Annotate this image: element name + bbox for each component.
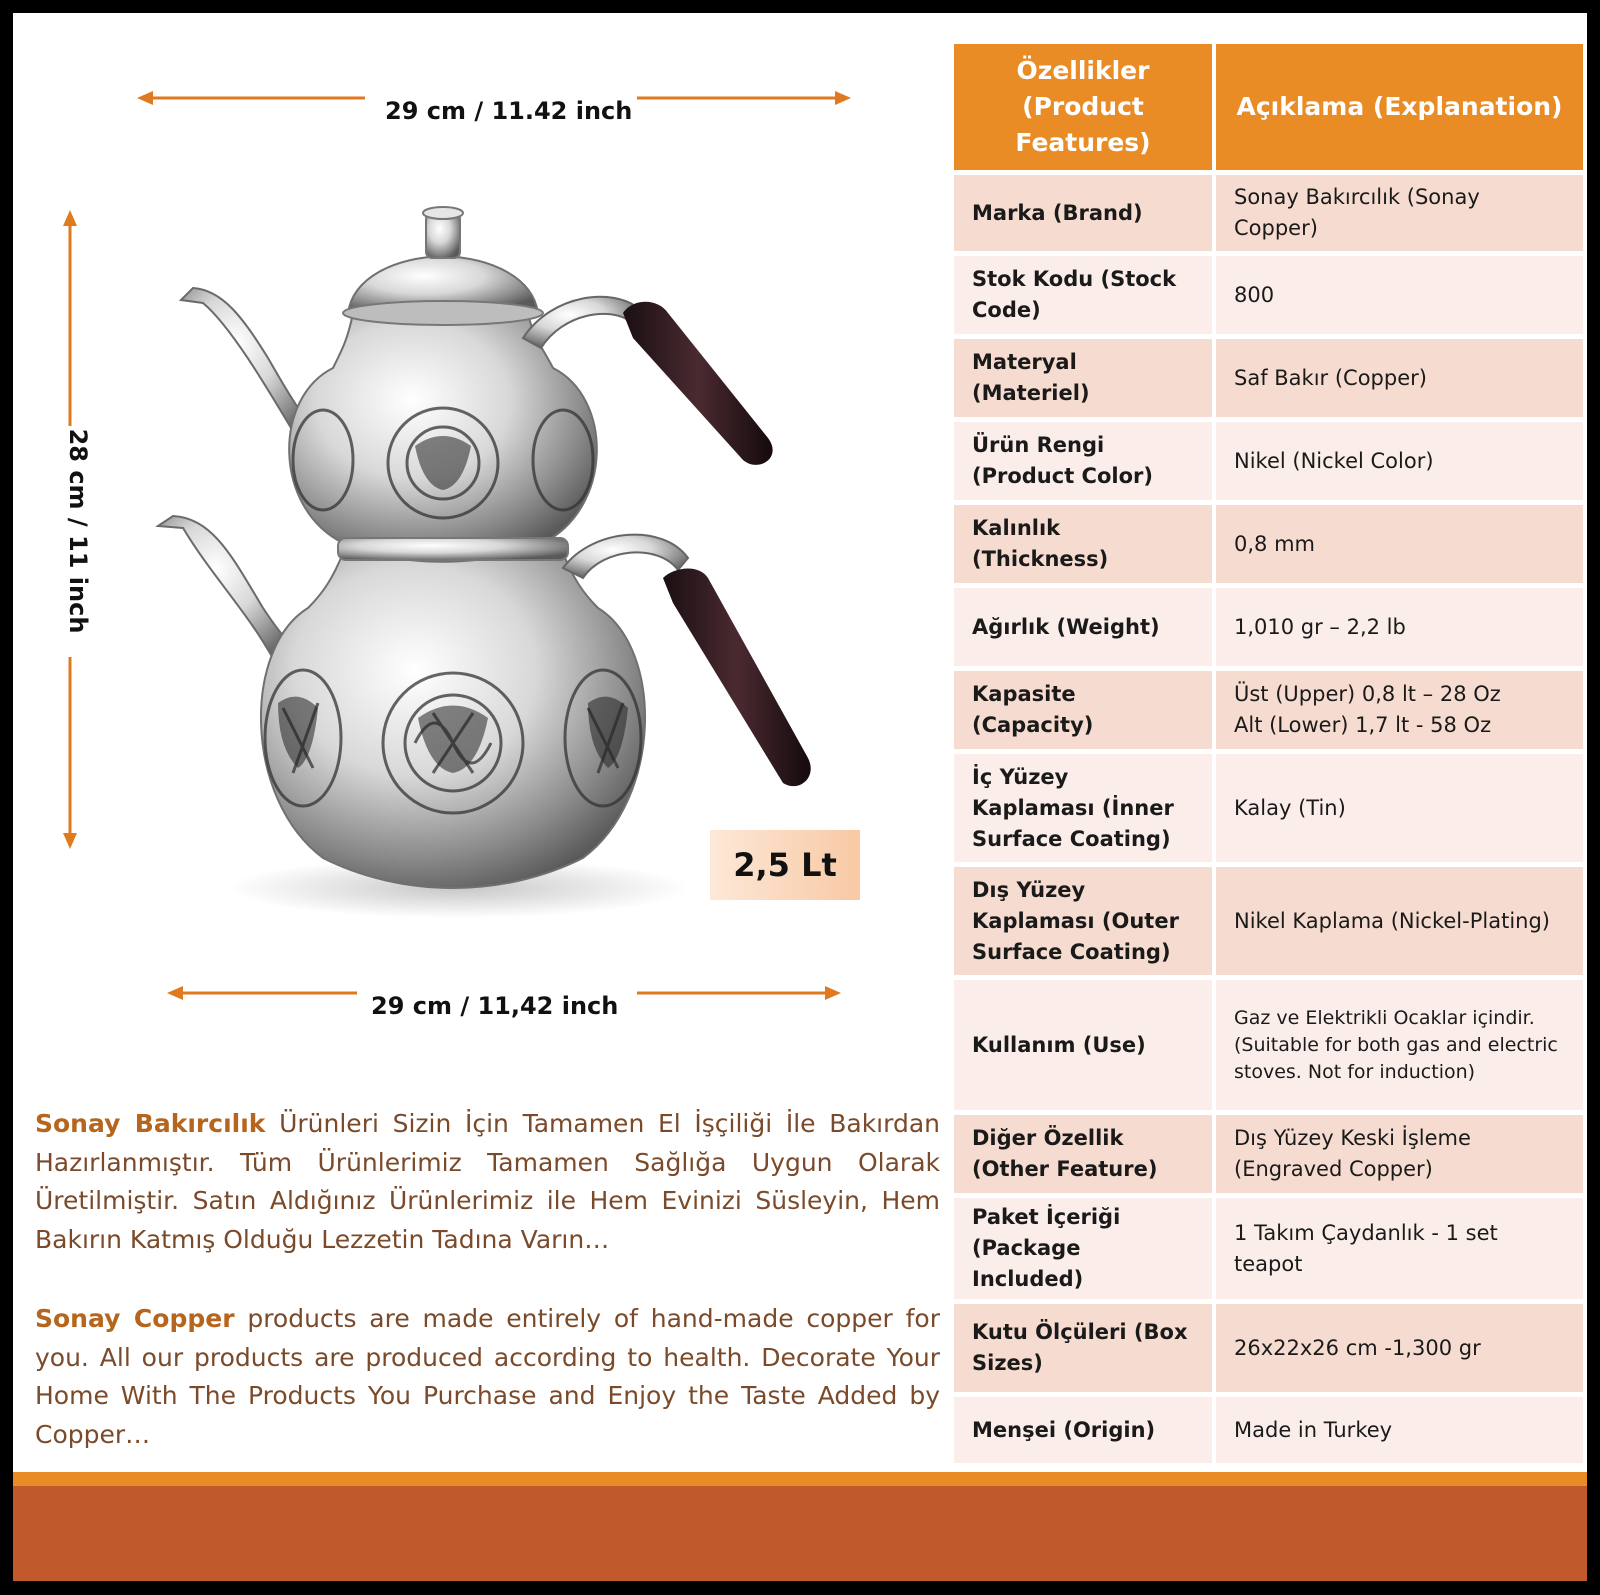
- row-value: Kalay (Tin): [1216, 754, 1583, 862]
- height-label: 28 cm / 11 inch: [64, 428, 92, 634]
- teapot-image: [143, 198, 863, 938]
- height-arrow-down: [60, 655, 80, 851]
- row-value: Nikel (Nickel Color): [1216, 422, 1583, 500]
- capacity-badge: 2,5 Lt: [710, 830, 860, 900]
- bottom-width-label: 29 cm / 11,42 inch: [371, 992, 619, 1020]
- table-row: [954, 867, 1583, 975]
- table-row: [954, 980, 1583, 1110]
- footer-band-rust: [13, 1486, 1587, 1581]
- table-row: [954, 422, 1583, 500]
- row-key: Menşei (Origin): [954, 1397, 1216, 1463]
- table-row: [954, 671, 1583, 749]
- table-row: [954, 256, 1583, 334]
- description-english-text: products are made entirely of hand-made copper for you. All our products are produced according to health. Decorate Your Home With The Products You Purchase and Enjoy the Taste Added by Copper…: [35, 1304, 940, 1449]
- row-value: 1,010 gr – 2,2 lb: [1216, 588, 1583, 666]
- bottom-width-arrow-left: [165, 983, 365, 1003]
- brand-name-english: Sonay Copper: [35, 1304, 235, 1333]
- row-value: 1 Takım Çaydanlık - 1 set teapot: [1216, 1198, 1583, 1299]
- product-sheet: [13, 13, 1587, 1581]
- row-key: Stok Kodu (Stock Code): [954, 256, 1216, 334]
- description-turkish: [35, 1105, 940, 1259]
- header-explanation: Açıklama (Explanation): [1216, 44, 1583, 170]
- row-value: 26x22x26 cm -1,300 gr: [1216, 1304, 1583, 1392]
- table-row: [954, 1397, 1583, 1463]
- table-row: [954, 339, 1583, 417]
- row-value: 800: [1216, 256, 1583, 334]
- row-key: Ürün Rengi (Product Color): [954, 422, 1216, 500]
- row-value: Saf Bakır (Copper): [1216, 339, 1583, 417]
- row-value: Gaz ve Elektrikli Ocaklar içindir. (Suitable for both gas and electric stoves. Not for induction): [1216, 980, 1583, 1110]
- row-value: 0,8 mm: [1216, 505, 1583, 583]
- row-value: [1216, 671, 1583, 749]
- spec-table: [954, 39, 1583, 1468]
- row-key: Diğer Özellik (Other Feature): [954, 1115, 1216, 1193]
- row-key: İç Yüzey Kaplaması (İnner Surface Coating): [954, 754, 1216, 862]
- table-row: [954, 1115, 1583, 1193]
- row-key: Marka (Brand): [954, 175, 1216, 251]
- table-row: [954, 505, 1583, 583]
- capacity-upper: Üst (Upper) 0,8 lt – 28 Oz: [1234, 682, 1501, 706]
- spec-table-header: [954, 44, 1583, 170]
- table-row: [954, 175, 1583, 251]
- top-width-arrow-left: [135, 88, 375, 108]
- row-value: Sonay Bakırcılık (Sonay Copper): [1216, 175, 1583, 251]
- row-key: Kalınlık (Thickness): [954, 505, 1216, 583]
- top-width-label: 29 cm / 11.42 inch: [385, 97, 633, 125]
- row-value: Made in Turkey: [1216, 1397, 1583, 1463]
- row-key: Dış Yüzey Kaplaması (Outer Surface Coating): [954, 867, 1216, 975]
- table-row: [954, 1198, 1583, 1299]
- table-row: [954, 754, 1583, 862]
- table-row: [954, 588, 1583, 666]
- row-key: Kapasite (Capacity): [954, 671, 1216, 749]
- table-row: [954, 1304, 1583, 1392]
- row-value: Dış Yüzey Keski İşleme (Engraved Copper): [1216, 1115, 1583, 1193]
- top-width-arrow-right: [635, 88, 855, 108]
- footer-stripe-orange: [13, 1472, 1587, 1486]
- row-key: Ağırlık (Weight): [954, 588, 1216, 666]
- description-turkish-text: Ürünleri Sizin İçin Tamamen El İşçiliği İle Bakırdan Hazırlanmıştır. Tüm Ürünlerimiz Tamamen Sağlığa Uygun Olarak Üretilmiştir. Satın Aldığınız Ürünlerimiz ile Hem Evinizi Süsleyin, Hem Bakırın Katmış Olduğu Lezzetin Tadına Varın…: [35, 1109, 940, 1254]
- bottom-width-arrow-right: [635, 983, 845, 1003]
- row-key: Materyal (Materiel): [954, 339, 1216, 417]
- capacity-lower: Alt (Lower) 1,7 lt - 58 Oz: [1234, 713, 1492, 737]
- height-arrow-up: [60, 208, 80, 428]
- header-features: Özellikler (Product Features): [954, 44, 1216, 170]
- brand-name-turkish: Sonay Bakırcılık: [35, 1109, 266, 1138]
- row-key: Kutu Ölçüleri (Box Sizes): [954, 1304, 1216, 1392]
- row-value: Nikel Kaplama (Nickel-Plating): [1216, 867, 1583, 975]
- description-english: [35, 1300, 940, 1454]
- row-key: Paket İçeriği (Package Included): [954, 1198, 1216, 1299]
- row-key: Kullanım (Use): [954, 980, 1216, 1110]
